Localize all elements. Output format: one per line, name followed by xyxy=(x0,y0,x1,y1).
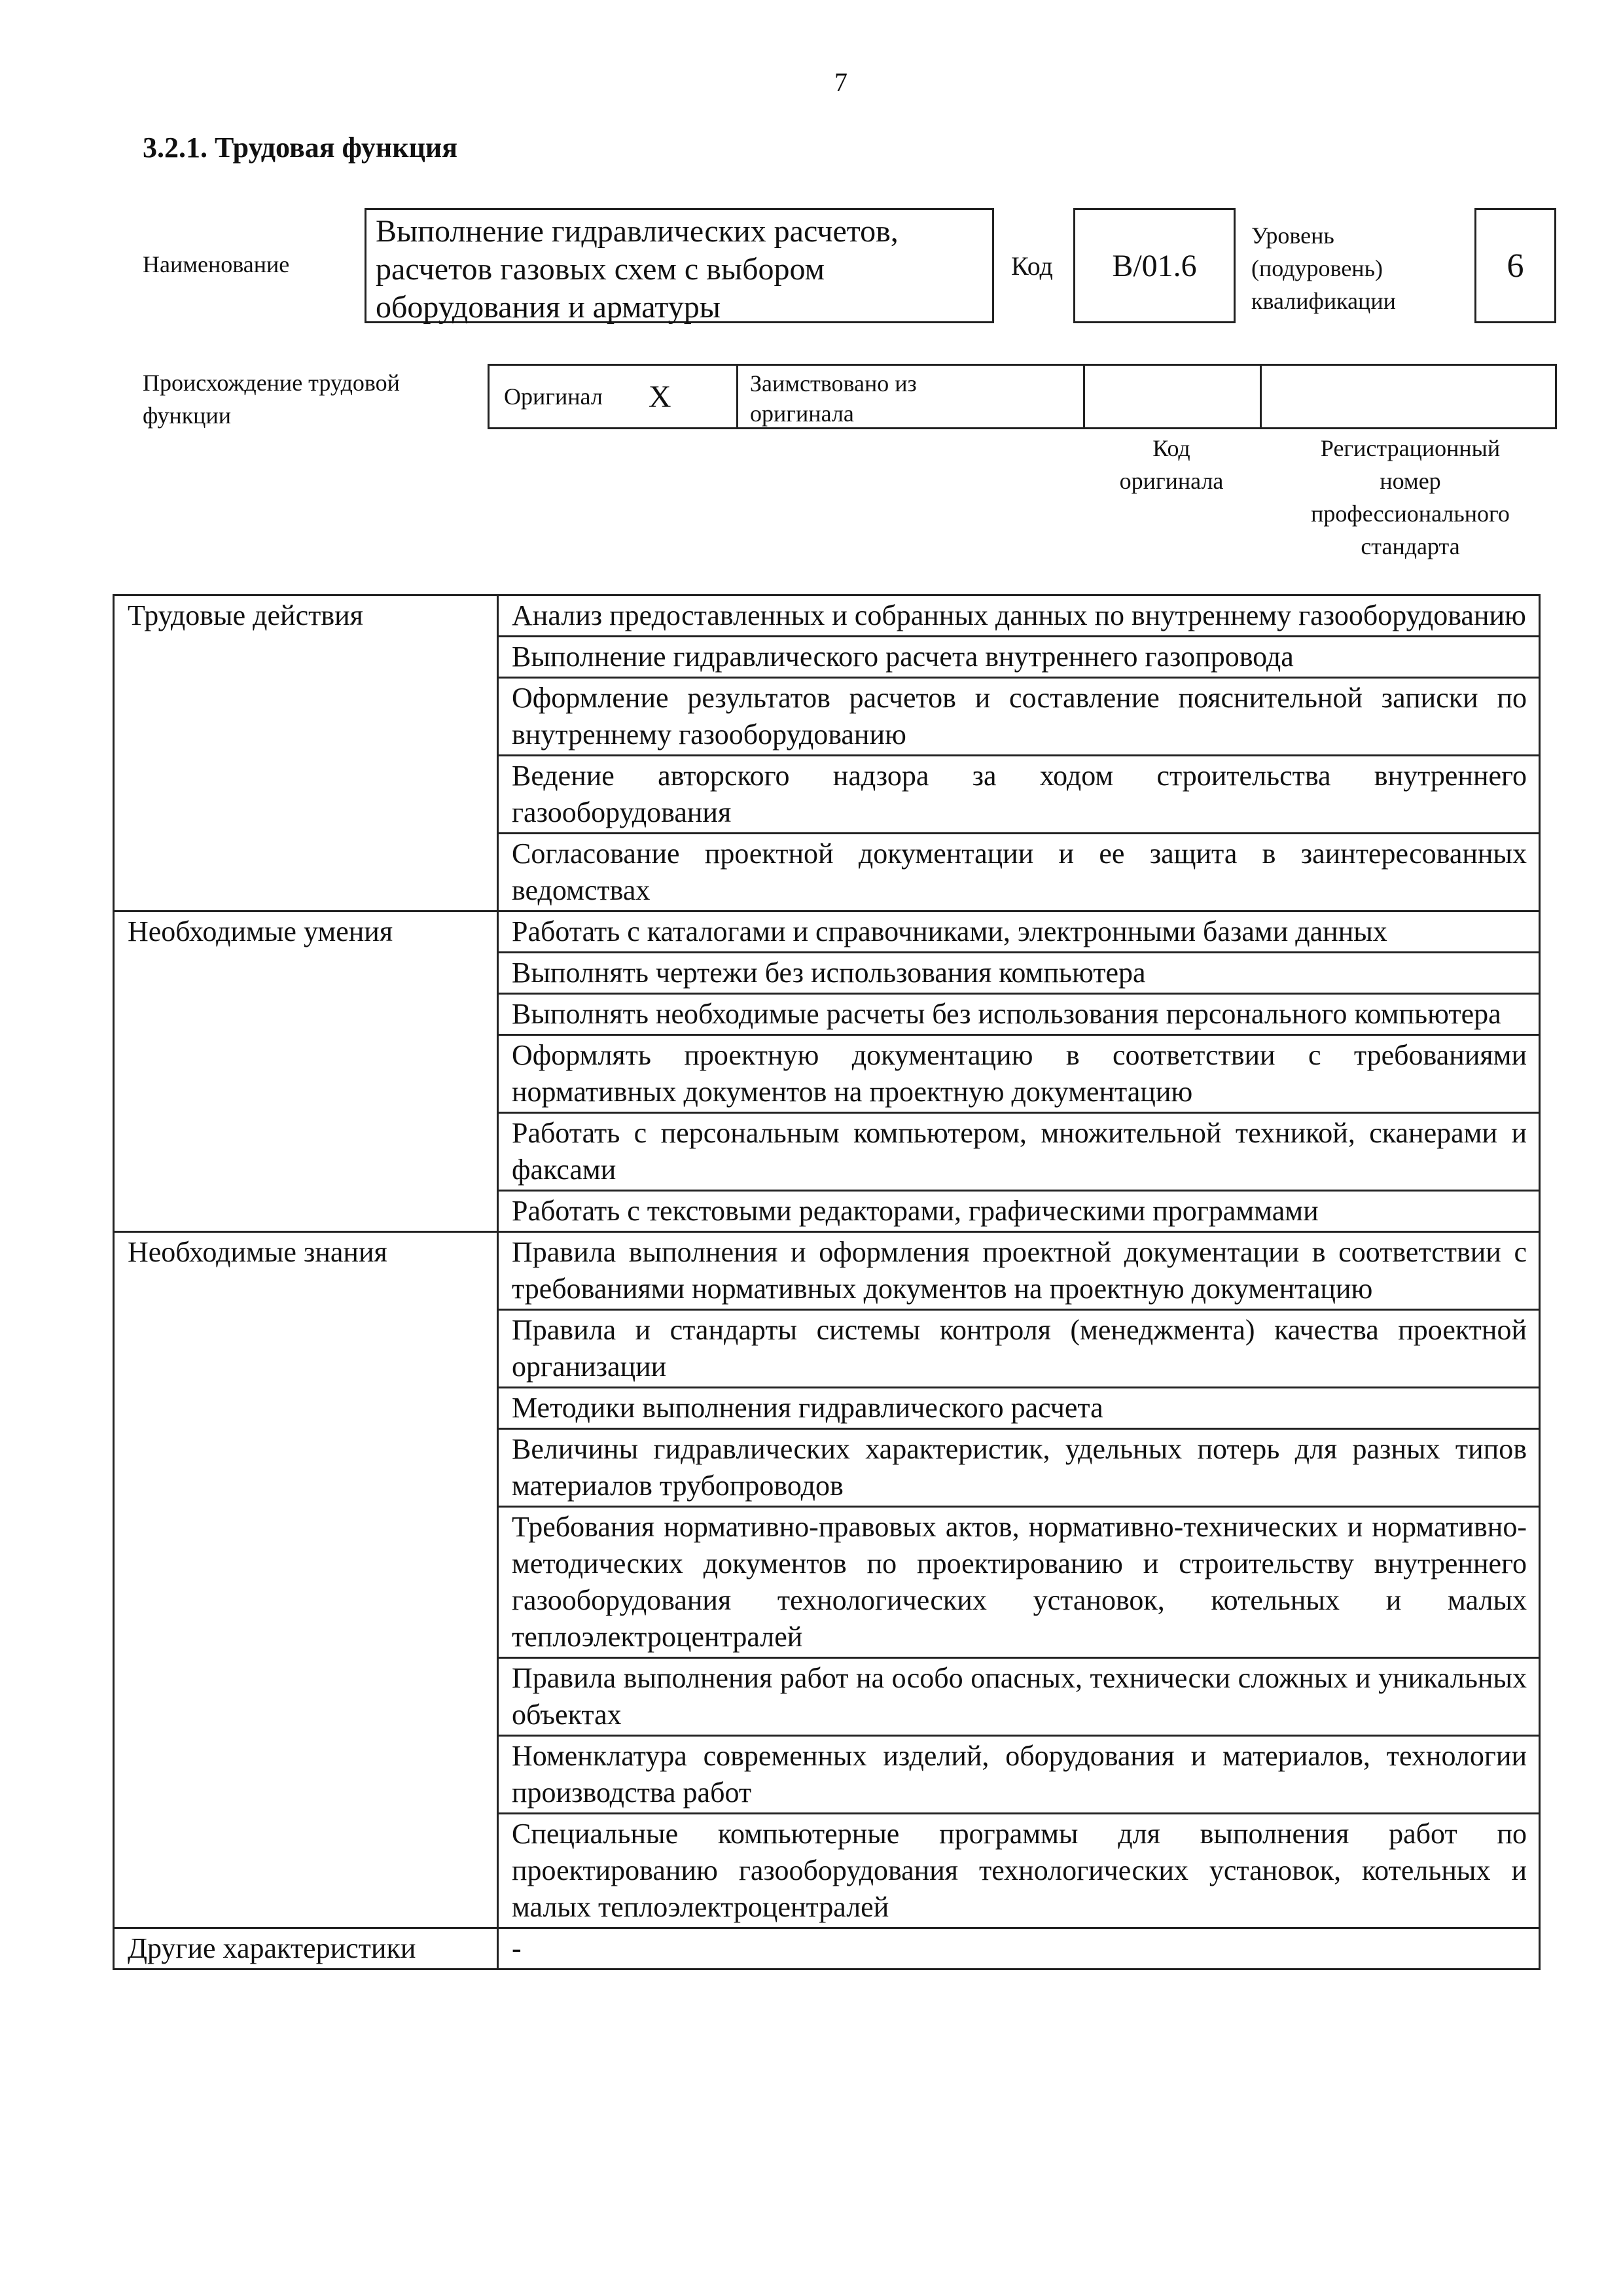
table-cell: Оформлять проектную документацию в соответствии с требованиями нормативных документов на проектную документацию xyxy=(498,1035,1540,1113)
level-box xyxy=(1474,208,1556,323)
caption-line: оригинала xyxy=(1119,468,1224,494)
original-mark: X xyxy=(648,379,671,414)
category-required-knowledge: Необходимые знания xyxy=(114,1232,498,1928)
table-cell: Анализ предоставленных и собранных данных по внутреннему газооборудованию xyxy=(498,595,1540,637)
table-cell: Методики выполнения гидравлического расчета xyxy=(498,1388,1540,1429)
origin-label-line: Происхождение трудовой xyxy=(143,370,400,396)
registration-number-caption xyxy=(1270,432,1551,563)
borrowed-label-line: Заимствовано из xyxy=(750,370,917,397)
level-label xyxy=(1251,219,1396,317)
table-cell: Ведение авторского надзора за ходом строительства внутреннего газооборудования xyxy=(498,756,1540,834)
table-cell: Оформление результатов расчетов и составление пояснительной записки по внутреннему газооборудованию xyxy=(498,678,1540,756)
caption-line: профессионального xyxy=(1311,501,1510,527)
registration-number-cell xyxy=(1262,366,1555,427)
table-cell: Работать с каталогами и справочниками, электронными базами данных xyxy=(498,911,1540,953)
level-label-line: (подуровень) xyxy=(1251,255,1383,281)
borrowed-cell xyxy=(738,366,1085,427)
caption-line: стандарта xyxy=(1361,533,1460,559)
origin-label xyxy=(143,366,400,432)
table-cell: Величины гидравлических характеристик, удельных потерь для разных типов материалов трубопроводов xyxy=(498,1429,1540,1507)
category-other-characteristics: Другие характеристики xyxy=(114,1928,498,1969)
table-cell: Работать с текстовыми редакторами, графическими программами xyxy=(498,1191,1540,1232)
table-cell: Выполнять чертежи без использования компьютера xyxy=(498,953,1540,994)
table-row xyxy=(114,1232,1540,1310)
section-title: 3.2.1. Трудовая функция xyxy=(143,132,458,164)
borrowed-label-line: оригинала xyxy=(750,400,854,427)
caption-line: Код xyxy=(1152,435,1190,461)
code-box xyxy=(1073,208,1236,323)
caption-line: номер xyxy=(1380,468,1441,494)
table-cell: Правила выполнения и оформления проектной документации в соответствии с требованиями нормативных документов на проектную документацию xyxy=(498,1232,1540,1310)
page-number: 7 xyxy=(834,67,847,97)
table-cell: Работать с персональным компьютером, множительной техникой, сканерами и факсами xyxy=(498,1113,1540,1191)
level-label-line: Уровень xyxy=(1251,222,1334,249)
original-cell xyxy=(490,366,738,427)
table-cell: Выполнять необходимые расчеты без использования персонального компьютера xyxy=(498,994,1540,1035)
table-row xyxy=(114,911,1540,953)
table-cell: Правила выполнения работ на особо опасных, технически сложных и уникальных объектах xyxy=(498,1658,1540,1736)
table-cell: Требования нормативно-правовых актов, нормативно-технических и нормативно-методических документов по проектированию и строительству внутреннего газооборудования технологических установок, котельных и малых теплоэлектроцентралей xyxy=(498,1507,1540,1658)
function-name-line: расчетов газовых схем с выбором xyxy=(376,252,825,287)
code-label: Код xyxy=(1011,251,1053,281)
function-name-line: оборудования и арматуры xyxy=(376,290,721,325)
level-value: 6 xyxy=(1507,247,1524,285)
category-required-skills: Необходимые умения xyxy=(114,911,498,1232)
name-label: Наименование xyxy=(143,251,290,277)
original-label: Оригинал xyxy=(504,383,603,410)
original-code-caption xyxy=(1086,432,1257,497)
table-row xyxy=(114,595,1540,637)
table-cell: Выполнение гидравлического расчета внутреннего газопровода xyxy=(498,637,1540,678)
caption-line: Регистрационный xyxy=(1320,435,1501,461)
table-cell: Специальные компьютерные программы для выполнения работ по проектированию газооборудования технологических установок, котельных и малых теплоэлектроцентралей xyxy=(498,1814,1540,1928)
origin-label-line: функции xyxy=(143,402,231,429)
table-cell: Согласование проектной документации и ее защита в заинтересованных ведомствах xyxy=(498,834,1540,911)
function-name-box xyxy=(365,208,994,323)
function-name-line: Выполнение гидравлических расчетов, xyxy=(376,214,899,249)
level-label-line: квалификации xyxy=(1251,288,1396,314)
original-code-cell xyxy=(1085,366,1262,427)
requirements-table xyxy=(113,594,1541,1970)
origin-row xyxy=(488,364,1557,429)
table-row xyxy=(114,1928,1540,1969)
category-labor-actions: Трудовые действия xyxy=(114,595,498,911)
code-value: B/01.6 xyxy=(1112,248,1197,283)
table-cell: Номенклатура современных изделий, оборудования и материалов, технологии производства работ xyxy=(498,1736,1540,1814)
table-cell: Правила и стандарты системы контроля (менеджмента) качества проектной организации xyxy=(498,1310,1540,1388)
table-cell: - xyxy=(498,1928,1540,1969)
